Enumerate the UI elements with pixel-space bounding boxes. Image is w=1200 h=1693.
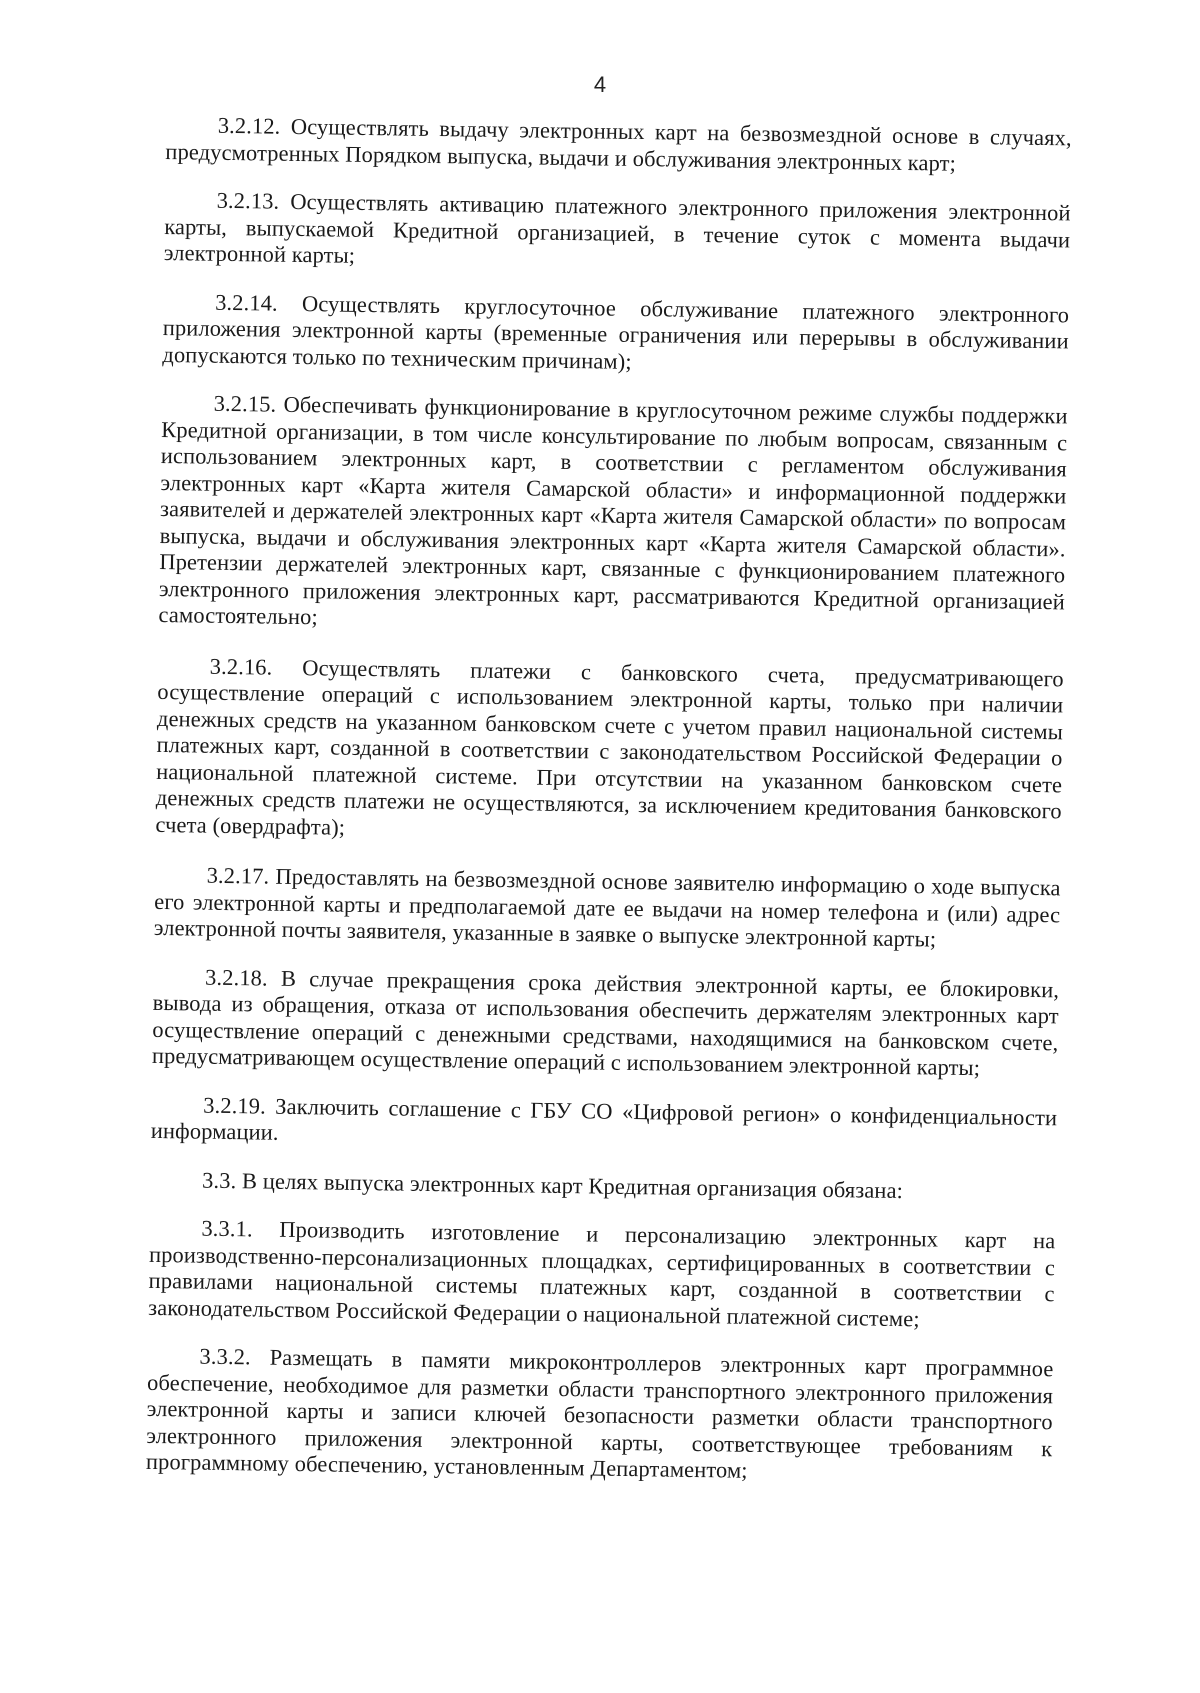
paragraph-3-2-13: 3.2.13. Осуществлять активацию платежного электронного приложения электронной карты, выпускаемой Кредитной организацией, в течение суток с момента выдачи электронной карты; (163, 187, 1071, 268)
paragraph-3-2-12: 3.2.12. Осуществлять выдачу электронных карт на безвозмездной основе в случаях, предусмотренных Порядком выпуска, выдачи и обслуживания электронных карт; (165, 112, 1072, 176)
document-body (145, 112, 1071, 1511)
paragraph-3-2-18: 3.2.18. В случае прекращения срока действия электронной карты, ее блокировки, вывода из обращения, отказа от использования обеспечить держателям электронных карт осуществление операций с денежными средствами, находящимися на банковском счете, предусматривающем осуществление операций с использованием электронной карты; (151, 964, 1060, 1081)
paragraph-3-3: 3.3. В целях выпуска электронных карт Кредитная организация обязана: (201, 1167, 904, 1203)
page-number: 4 (593, 72, 607, 97)
paragraph-3-2-15: 3.2.15. Обеспечивать функционирование в круглосуточном режиме службы поддержки Кредитной организации, в том числе консультирование по любым вопросам, связанным с использованием электронных карт, в соответствии с регламентом обслуживания электронных карт «Карта жителя Самарской области» и информационной поддержки заявителей и держателей электронных карт «Карта жителя Самарской области» по вопросам выпуска, выдачи и обслуживания электронных карт «Карта жителя Самарской области». Претензии держателей электронных карт, связанные с функционированием платежного электронного приложения электронных карт, рассматриваются Кредитной организацией самостоятельно; (158, 390, 1068, 630)
paragraph-3-2-16: 3.2.16. Осуществлять платежи с банковского счета, предусматривающего осуществление операций с использованием электронной карты, только при наличии денежных средств на указанном банковском счете с учетом правил национальной системы платежных карт, созданной в соответствии с законодательством Российской Федерации о национальной платежной системе. При отсутствии на указанном банковском счете денежных средств платежи не осуществляются, за исключением кредитования банковского счета (овердрафта); (155, 653, 1064, 840)
paragraph-3-2-14: 3.2.14. Осуществлять круглосуточное обслуживание платежного электронного приложения электронной карты (временные ограничения или перерывы в обслуживании допускаются только по техническим причинам); (162, 289, 1070, 374)
paragraph-3-3-2: 3.3.2. Размещать в памяти микроконтроллеров электронных карт программное обеспечение, необходимое для разметки области транспортного электронного приложения электронной карты и записи ключей безопасности разметки области транспортного электронного приложения электронной карты, соответствующее требованиям к программному обеспечению, установленным Департаментом; (145, 1343, 1054, 1483)
paragraph-3-2-19: 3.2.19. Заключить соглашение с ГБУ СО «Цифровой регион» о конфиденциальности информации. (150, 1092, 1058, 1145)
paragraph-3-2-17: 3.2.17. Предоставлять на безвозмездной основе заявителю информацию о ходе выпуска его электронной карты и предполагаемой дате ее выдачи на номер телефона и (или) адрес электронной почты заявителя, указанные в заявке о выпуске электронной карты; (153, 862, 1061, 952)
paragraph-3-3-1: 3.3.1. Производить изготовление и персонализацию электронных карт на производственно-персонализационных площадках, сертифицированных в соответствии с правилами национальной системы платежных карт, созданной в соответствии с законодательством Российской Федерации о национальной платежной системе; (148, 1215, 1056, 1331)
